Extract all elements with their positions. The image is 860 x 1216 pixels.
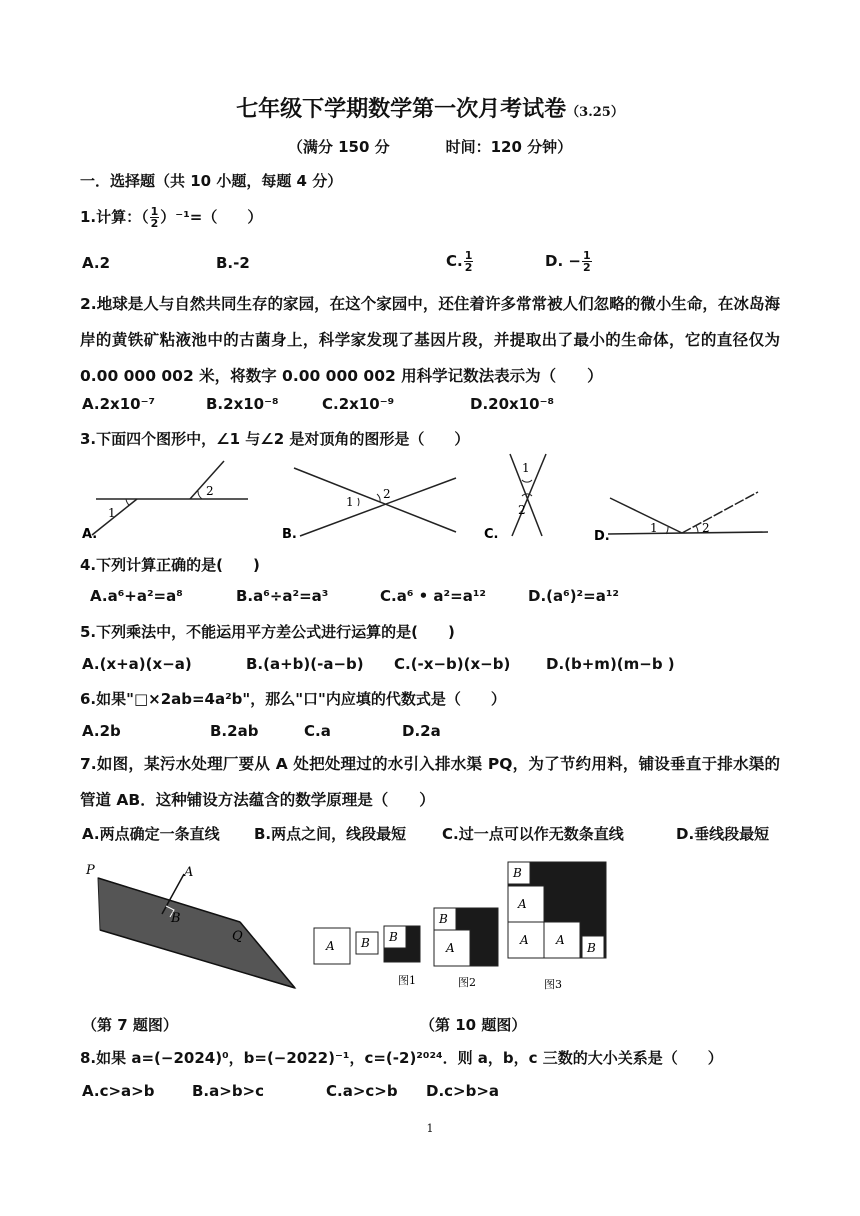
q8-option-c[interactable]: C.a>c>b xyxy=(326,1082,398,1100)
q8-option-a[interactable]: A.c>a>b xyxy=(82,1082,155,1100)
figure-10-tiles xyxy=(300,856,630,996)
q7-option-b[interactable]: B.两点之间，线段最短 xyxy=(254,825,407,843)
point-b-label: B xyxy=(171,911,181,926)
q5-option-a[interactable]: A.(x+a)(x−a) xyxy=(82,655,192,673)
q7-option-c[interactable]: C.过一点可以作无数条直线 xyxy=(442,825,624,843)
svg-text:2: 2 xyxy=(702,521,710,535)
q3-figure-b xyxy=(280,460,460,542)
question-7: 7.如图，某污水处理厂要从 A 处把处理过的水引入排水渠 PQ，为了节约用料，铺设垂直于排水渠的管道 AB．这种铺设方法蕴含的数学原理是（ ） xyxy=(80,755,780,809)
q1-option-a[interactable]: A.2 xyxy=(82,254,111,272)
q5-option-d[interactable]: D.(b+m)(m−b ) xyxy=(546,655,675,673)
q2-option-b[interactable]: B.2x10⁻⁸ xyxy=(206,395,279,413)
q4-option-b[interactable]: B.a⁶÷a²=a³ xyxy=(236,587,329,605)
q4-option-c[interactable]: C.a⁶ • a²=a¹² xyxy=(380,587,486,605)
question-1: 1.计算：（ $\frac{1}{2}$ ）⁻¹=（ ） xyxy=(80,205,263,230)
q6-option-b[interactable]: B.2ab xyxy=(210,722,259,740)
exam-info: （满分 150 分 时间：120 分钟） xyxy=(287,138,573,156)
svg-text:A: A xyxy=(556,933,565,947)
svg-text:B: B xyxy=(361,936,370,950)
question-6: 6.如果"□×2ab=4a²b"，那么"口"内应填的代数式是（ ） xyxy=(80,690,506,708)
q8-option-d[interactable]: D.c>b>a xyxy=(426,1082,500,1100)
figure-7-caption: （第 7 题图） xyxy=(82,1016,178,1034)
q6-option-c[interactable]: C.a xyxy=(304,722,331,740)
q2-option-a[interactable]: A.2x10⁻⁷ xyxy=(82,395,156,413)
fraction-half: $\frac{1}{2}$ xyxy=(150,205,159,230)
q3-option-c: C. xyxy=(484,527,499,542)
svg-text:B: B xyxy=(389,930,398,944)
svg-text:A: A xyxy=(518,897,527,911)
q6-option-d[interactable]: D.2a xyxy=(402,722,441,740)
svg-text:A: A xyxy=(326,939,335,953)
question-5: 5.下列乘法中，不能运用平方差公式进行运算的是( ) xyxy=(80,623,455,641)
fig10-label-1: 图1 xyxy=(398,974,416,987)
q1-option-c[interactable]: C. $\frac{1}{2}$ xyxy=(446,249,473,274)
page-title: 七年级下学期数学第一次月考试卷（3.25） xyxy=(236,96,624,122)
q4-option-d[interactable]: D.(a⁶)²=a¹² xyxy=(528,587,619,605)
q1-option-d[interactable]: D. − $\frac{1}{2}$ xyxy=(545,249,591,274)
q4-option-a[interactable]: A.a⁶+a²=a⁸ xyxy=(90,587,183,605)
q3-option-d: D. xyxy=(594,529,610,544)
fig10-label-2: 图2 xyxy=(458,976,476,989)
q5-option-c[interactable]: C.(-x−b)(x−b) xyxy=(394,655,511,673)
q2-option-d[interactable]: D.20x10⁻⁸ xyxy=(470,395,555,413)
q8-option-b[interactable]: B.a>b>c xyxy=(192,1082,265,1100)
question-2: 2.地球是人与自然共同生存的家园，在这个家园中，还住着许多常常被人们忽略的微小生命，在冰岛海岸的黄铁矿粘液池中的古菌身上，科学家发现了基因片段，并提取出了最小的生命体，它的直径仅为 0.00 000 002 米，将数字 0.00 000 002 用科学记数法表示为（ ） xyxy=(80,295,780,385)
svg-text:1: 1 xyxy=(650,521,658,535)
fig10-label-3: 图3 xyxy=(544,978,562,991)
svg-text:B: B xyxy=(439,912,448,926)
q3-option-b: B. xyxy=(282,527,297,542)
page-number: 1 xyxy=(426,1122,434,1135)
svg-text:2: 2 xyxy=(518,503,526,517)
svg-text:1: 1 xyxy=(346,495,354,509)
svg-text:A: A xyxy=(520,933,529,947)
question-3: 3.下面四个图形中，∠1 与∠2 是对顶角的图形是（ ） xyxy=(80,430,470,448)
svg-text:A: A xyxy=(446,941,455,955)
point-q-label: Q xyxy=(232,929,243,944)
q3-figure-a xyxy=(82,455,252,540)
q3-option-a: A. xyxy=(82,527,98,540)
q7-option-a[interactable]: A.两点确定一条直线 xyxy=(82,825,220,843)
svg-text:1: 1 xyxy=(522,461,530,475)
point-a-label: A xyxy=(184,865,194,880)
q3-figure-d xyxy=(592,488,772,544)
q2-option-c[interactable]: C.2x10⁻⁹ xyxy=(322,395,395,413)
question-4: 4.下列计算正确的是( ) xyxy=(80,556,260,574)
svg-text:B: B xyxy=(587,941,596,955)
q7-option-d[interactable]: D.垂线段最短 xyxy=(676,825,770,843)
angle-2-label: 2 xyxy=(206,484,214,498)
q1-option-b[interactable]: B.-2 xyxy=(216,254,250,272)
q5-option-b[interactable]: B.(a+b)(-a−b) xyxy=(246,655,364,673)
q3-figure-c xyxy=(482,452,552,542)
q6-option-a[interactable]: A.2b xyxy=(82,722,121,740)
svg-text:B: B xyxy=(513,866,522,880)
angle-1-label: 1 xyxy=(108,506,116,520)
figure-10-caption: （第 10 题图） xyxy=(420,1016,527,1034)
svg-text:2: 2 xyxy=(383,487,391,501)
point-p-label: P xyxy=(86,863,95,878)
figure-7-drainage xyxy=(80,860,310,1000)
section-heading: 一．选择题（共 10 小题，每题 4 分） xyxy=(80,172,343,190)
question-8: 8.如果 a=(−2024)⁰，b=(−2022)⁻¹，c=(-2)²⁰²⁴．则 a，b，c 三数的大小关系是（ ） xyxy=(80,1049,723,1067)
